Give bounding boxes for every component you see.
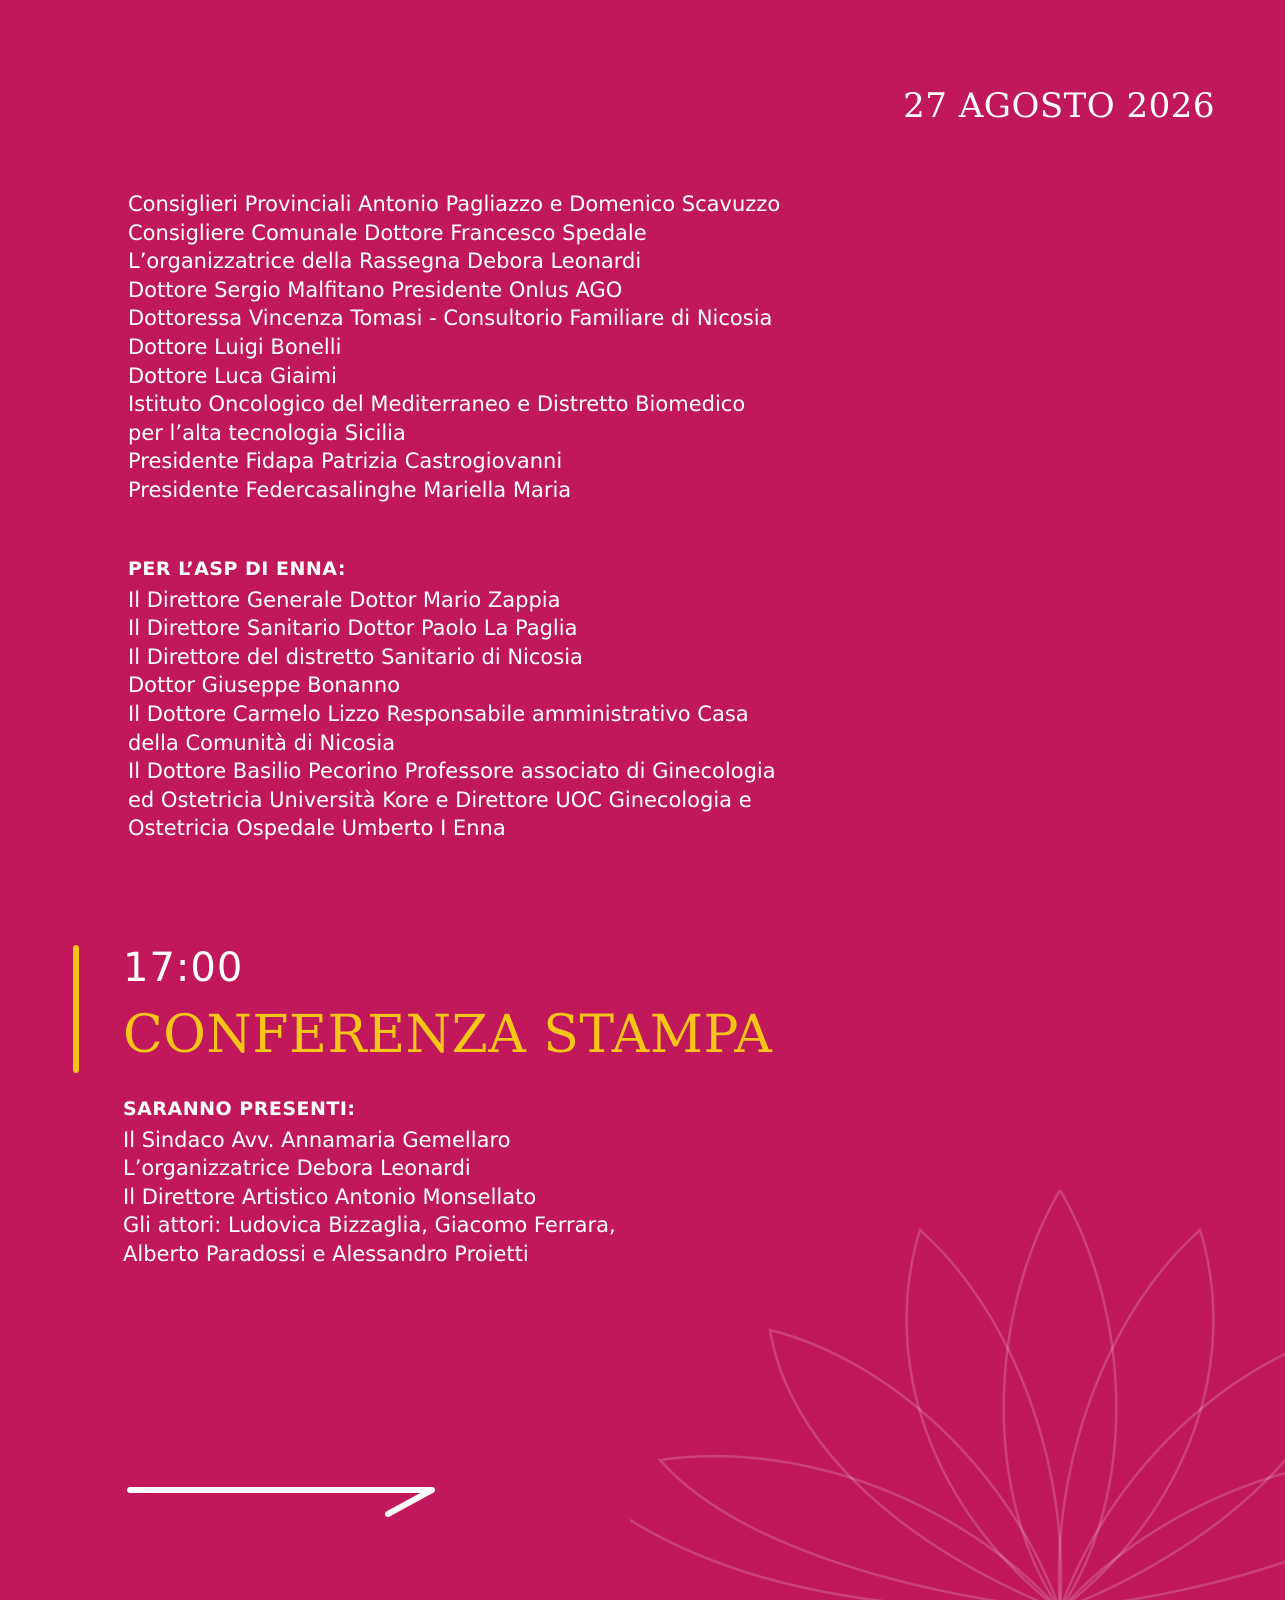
list-item: Dottoressa Vincenza Tomasi - Consultorio Familiare di Nicosia [128, 306, 773, 331]
list-item: L’organizzatrice della Rassegna Debora Leonardi [128, 249, 642, 274]
list-item: L’organizzatrice Debora Leonardi [123, 1156, 471, 1181]
present-heading: SARANNO PRESENTI: [123, 1098, 356, 1120]
event-date: 27 AGOSTO 2026 [903, 86, 1215, 126]
list-item: Gli attori: Ludovica Bizzaglia, Giacomo Ferrara, [123, 1213, 616, 1238]
accent-bar [73, 945, 79, 1073]
list-item: Consigliere Comunale Dottore Francesco Spedale [128, 220, 647, 245]
list-item: Il Sindaco Avv. Annamaria Gemellaro [123, 1127, 511, 1152]
arrow-right-icon[interactable] [126, 1480, 446, 1520]
list-item: della Comunità di Nicosia [128, 730, 396, 755]
list-item: Dottore Luigi Bonelli [128, 334, 342, 359]
list-item: Consiglieri Provinciali Antonio Pagliazzo e Domenico Scavuzzo [128, 192, 781, 216]
list-item: Il Direttore del distretto Sanitario di Nicosia [128, 644, 583, 669]
list-item: Istituto Oncologico del Mediterraneo e Distretto Biomedico [128, 392, 746, 417]
event-title: CONFERENZA STAMPA [123, 1005, 773, 1065]
present-section [123, 1095, 616, 1269]
list-item: per l’alta tecnologia Sicilia [128, 420, 406, 445]
list-item: Ostetricia Ospedale Umberto I Enna [128, 816, 506, 841]
list-item: Il Dottore Carmelo Lizzo Responsabile amministrativo Casa [128, 701, 749, 726]
list-item: Il Dottore Basilio Pecorino Professore associato di Ginecologia [128, 759, 776, 784]
list-item: Presidente Federcasalinghe Mariella Maria [128, 477, 572, 502]
list-item: Alberto Paradossi e Alessandro Proietti [123, 1241, 529, 1266]
asp-section [128, 555, 776, 843]
list-item: Il Direttore Generale Dottor Mario Zappia [128, 587, 561, 612]
list-item: Il Direttore Artistico Antonio Monsellato [123, 1184, 537, 1209]
list-item: Dottor Giuseppe Bonanno [128, 673, 401, 698]
lotus-flower-icon [630, 1190, 1285, 1600]
list-item: Il Direttore Sanitario Dottor Paolo La Paglia [128, 616, 578, 641]
event-time: 17:00 [123, 945, 244, 991]
list-item: Dottore Sergio Malfitano Presidente Onlus AGO [128, 277, 623, 302]
list-item: Presidente Fidapa Patrizia Castrogiovanni [128, 449, 563, 474]
asp-heading: PER L’ASP DI ENNA: [128, 558, 346, 580]
list-item: ed Ostetricia Università Kore e Direttore UOC Ginecologia e [128, 787, 752, 812]
list-item: Dottore Luca Giaimi [128, 363, 337, 388]
guest-list [128, 190, 780, 505]
